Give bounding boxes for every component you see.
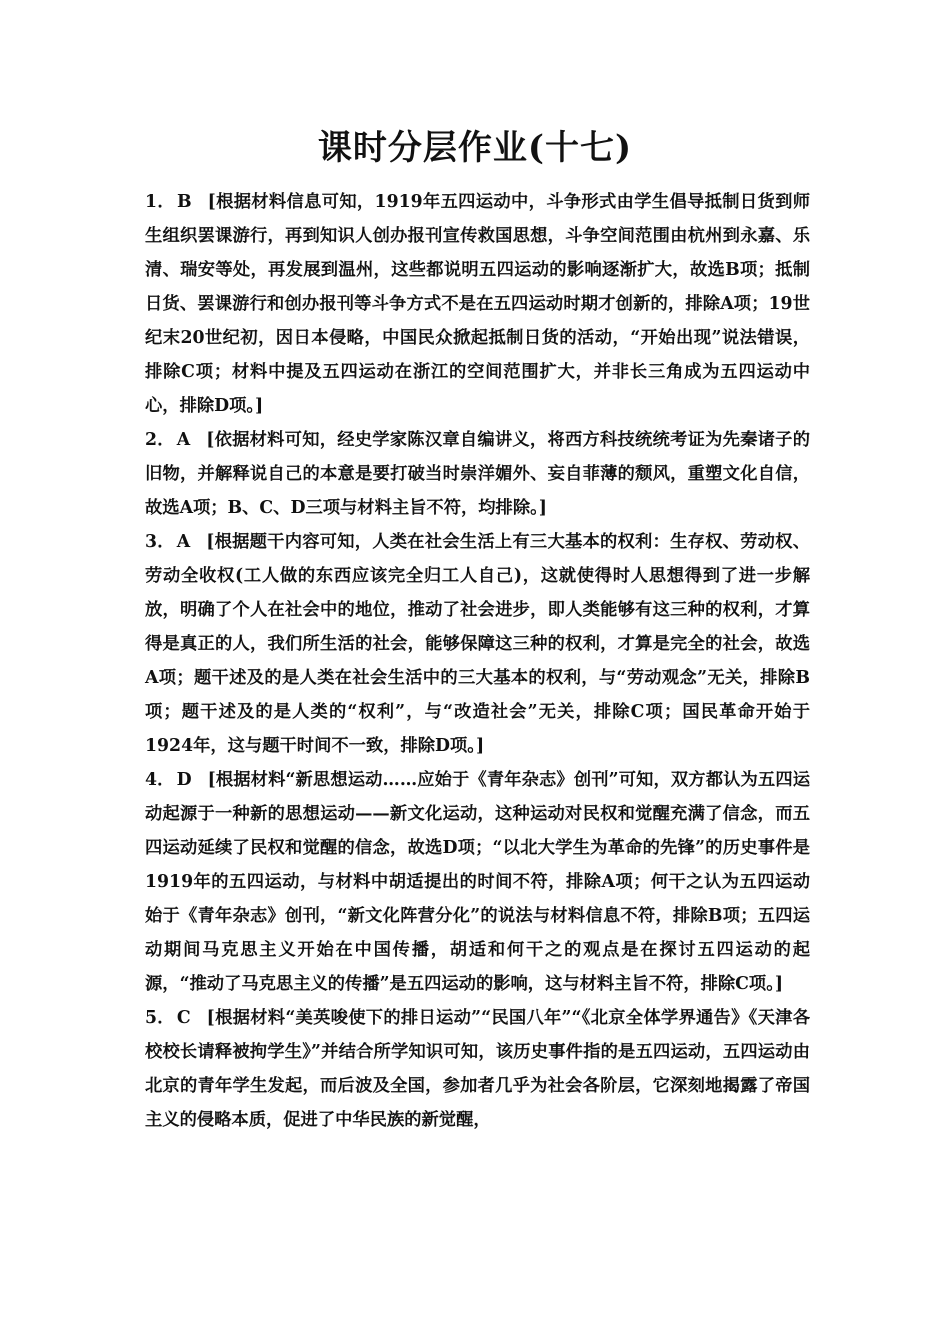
- answer-item: [145, 525, 810, 763]
- answer-explanation: [根据材料信息可知，1919年五四运动中，斗争形式由学生倡导抵制日货到师生组织罢课游行，再到知识人创办报刊宣传救国思想，斗争空间范围由杭州到永嘉、乐清、瑞安等处，再发展到温州，这些都说明五四运动的影响逐渐扩大，故选B项；抵制日货、罢课游行和创办报刊等斗争方式不是在五四运动时期才创新的，排除A项；19世纪末20世纪初，因日本侵略，中国民众掀起抵制日货的活动，“开始出现”说法错误，排除C项；材料中提及五四运动在浙江的空间范围扩大，并非长三角成为五四运动中心，排除D项。]: [145, 192, 810, 416]
- answer-item: [145, 185, 810, 423]
- page-title: 课时分层作业(十七): [317, 128, 633, 168]
- answer-option: C: [176, 1008, 191, 1028]
- question-number: 2．: [145, 430, 175, 450]
- answer-item: [145, 423, 810, 525]
- answer-explanation: [依据材料可知，经史学家陈汉章自编讲义，将西方科技统统考证为先秦诸子的旧物，并解释说自己的本意是要打破当时崇洋媚外、妄自菲薄的颓风，重塑文化自信，故选A项；B、C、D三项与材料主旨不符，均排除。]: [145, 430, 810, 518]
- answer-explanation: [根据材料“美英唆使下的排日运动”“民国八年”“《北京全体学界通告》《天津各校校长请释被拘学生》”并结合所学知识可知，该历史事件指的是五四运动，五四运动由北京的青年学生发起，而后波及全国，参加者几乎为社会各阶层，它深刻地揭露了帝国主义的侵略本质，促进了中华民族的新觉醒，: [145, 1008, 810, 1130]
- answer-option: A: [176, 430, 191, 450]
- answer-list: [145, 185, 810, 1137]
- answer-option: D: [176, 770, 192, 790]
- answer-option: B: [176, 192, 192, 212]
- question-number: 4．: [145, 770, 175, 790]
- question-number: 5．: [145, 1008, 175, 1028]
- answer-item: [145, 1001, 810, 1137]
- question-number: 3．: [145, 532, 175, 552]
- answer-explanation: [根据材料“新思想运动……应始于《青年杂志》创刊”可知，双方都认为五四运动起源于一种新的思想运动——新文化运动，这种运动对民权和觉醒充满了信念，而五四运动延续了民权和觉醒的信念，故选D项；“以北大学生为革命的先锋”的历史事件是1919年的五四运动，与材料中胡适提出的时间不符，排除A项；何干之认为五四运动始于《青年杂志》创刊，“新文化阵营分化”的说法与材料信息不符，排除B项；五四运动期间马克思主义开始在中国传播，胡适和何干之的观点是在探讨五四运动的起源，“推动了马克思主义的传播”是五四运动的影响，这与材料主旨不符，排除C项。]: [145, 770, 811, 994]
- answer-item: [145, 763, 810, 1001]
- answer-option: A: [176, 532, 191, 552]
- question-number: 1．: [145, 192, 175, 212]
- answer-explanation: [根据题干内容可知，人类在社会生活上有三大基本的权利：生存权、劳动权、劳动全收权(工人做的东西应该完全归工人自己)，这就使得时人思想得到了进一步解放，明确了个人在社会中的地位，推动了社会进步，即人类能够有这三种的权利，才算得是真正的人，我们所生活的社会，能够保障这三种的权利，才算是完全的社会，故选A项；题干述及的是人类在社会生活中的三大基本的权利，与“劳动观念”无关，排除B项；题干述及的是人类的“权利”，与“改造社会”无关，排除C项；国民革命开始于1924年，这与题干时间不一致，排除D项。]: [145, 532, 810, 756]
